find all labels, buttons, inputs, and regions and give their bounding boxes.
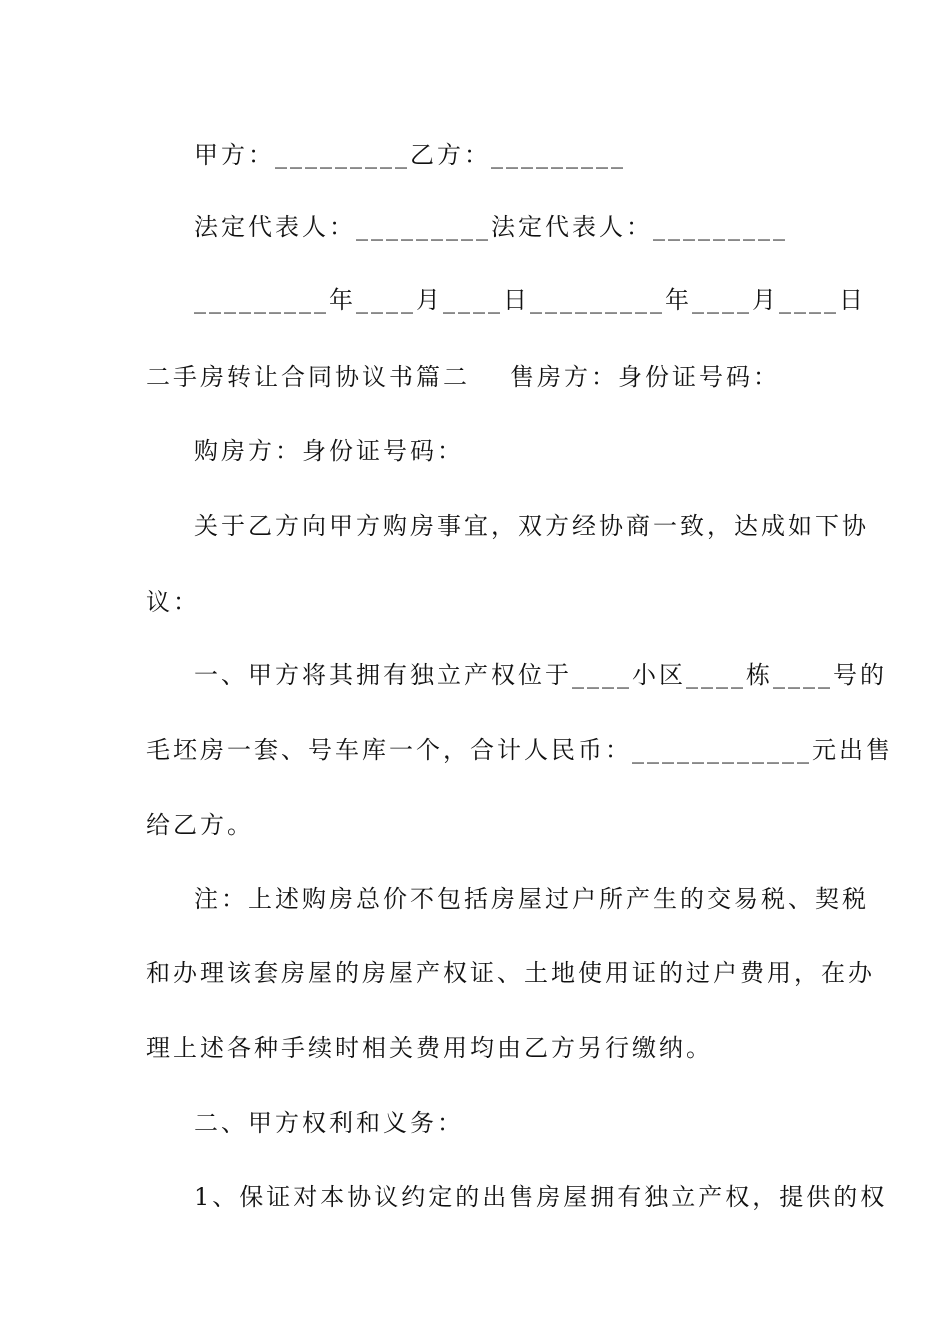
legal-representative-line: 法定代表人：_________法定代表人：_________ xyxy=(194,213,788,241)
clause-1-line-3: 给乙方。 xyxy=(146,811,254,839)
paragraph-intro: 关于乙方向甲方购房事宜，双方经协商一致，达成如下协 xyxy=(194,512,869,540)
buyer-id-line: 购房方：身份证号码： xyxy=(194,437,464,465)
clause-2-item-1: 1、保证对本协议约定的出售房屋拥有独立产权，提供的权 xyxy=(194,1183,888,1211)
clause-2-heading: 二、甲方权利和义务： xyxy=(194,1109,464,1137)
clause-1-line-1: 一、甲方将其拥有独立产权位于____小区____栋____号的 xyxy=(194,661,887,689)
seller-id-label: 售房方：身份证号码： xyxy=(510,363,780,391)
paragraph-intro-cont: 议： xyxy=(146,588,200,616)
note-line-1: 注：上述购房总价不包括房屋过户所产生的交易税、契税 xyxy=(194,885,869,913)
signature-parties-line: 甲方：_________乙方：_________ xyxy=(194,141,626,169)
clause-1-line-2: 毛坯房一套、号车库一个，合计人民币：____________元出售 xyxy=(146,736,893,764)
section-title: 二手房转让合同协议书篇二 xyxy=(146,363,470,391)
note-line-3: 理上述各种手续时相关费用均由乙方另行缴纳。 xyxy=(146,1034,713,1062)
note-line-2: 和办理该套房屋的房屋产权证、土地使用证的过户费用，在办 xyxy=(146,959,875,987)
section-title-line xyxy=(146,362,780,392)
signature-date-line: _________年____月____日_________年____月____日 xyxy=(194,286,866,314)
